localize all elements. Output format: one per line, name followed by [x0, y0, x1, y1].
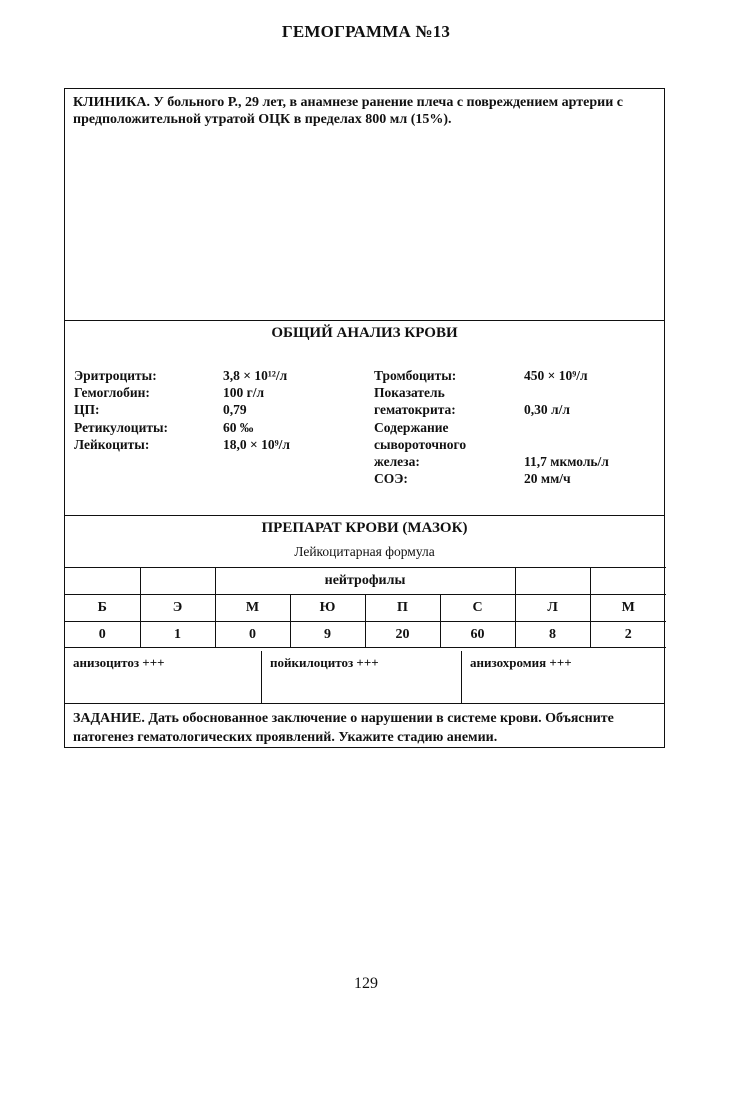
spacer-value	[524, 436, 609, 453]
column-header: М	[215, 595, 290, 622]
color-index-label: ЦП:	[74, 402, 100, 418]
column-header: М	[590, 595, 666, 622]
esr-label: СОЭ:	[374, 471, 408, 487]
color-index-value: 0,79	[223, 402, 247, 418]
value-cell: 9	[290, 622, 365, 648]
serum-iron-label-1: Содержание	[374, 419, 449, 435]
clinic-label: КЛИНИКА.	[73, 95, 151, 110]
task-label: ЗАДАНИЕ.	[73, 711, 145, 726]
hematocrit-label-1: Показатель	[374, 385, 445, 401]
value-cell: 20	[365, 622, 440, 648]
task-text: Дать обоснованное заключение о нарушении в системе крови. Объясните патогенез гематологических проявлений. Укажите стадию анемии.	[73, 711, 614, 745]
platelets-value: 450 × 10⁹/л	[524, 368, 588, 383]
blood-analysis-section	[65, 321, 664, 516]
column-header: Л	[515, 595, 590, 622]
hematocrit-label-2: гематокрита:	[374, 402, 456, 418]
right-labels	[374, 367, 466, 487]
value-cell: 1	[140, 622, 215, 648]
leukocytes-label: Лейкоциты:	[74, 436, 150, 452]
value-cell: 60	[440, 622, 515, 648]
clinic-section	[65, 89, 664, 321]
value-cell: 0	[215, 622, 290, 648]
reticulocytes-label: Ретикулоциты:	[74, 419, 169, 435]
clinic-text: У больного Р., 29 лет, в анамнезе ранение плеча с повреждением артерии с предположительной утратой ОЦК в пределах 800 мл (15%).	[73, 95, 623, 127]
serum-iron-label-3: железа:	[374, 454, 420, 470]
page-number: 129	[354, 975, 378, 992]
esr-value: 20 мм/ч	[524, 471, 571, 487]
spacer-value	[524, 384, 609, 401]
right-values	[524, 367, 609, 487]
column-header: Б	[65, 595, 140, 622]
erythrocytes-value: 3,8 × 10¹²/л	[223, 368, 288, 383]
left-labels	[74, 367, 168, 453]
hemoglobin-value: 100 г/л	[223, 385, 265, 401]
poikilocytosis-cell: пойкилоцитоз +++	[262, 651, 462, 703]
platelets-label: Тромбоциты:	[374, 368, 457, 383]
group-cell-monocytes	[590, 568, 666, 595]
column-header: П	[365, 595, 440, 622]
neutrophils-group-header: нейтрофилы	[215, 568, 515, 595]
analysis-heading: ОБЩИЙ АНАЛИЗ КРОВИ	[271, 325, 458, 341]
hemoglobin-label: Гемоглобин:	[74, 385, 150, 401]
column-header: Э	[140, 595, 215, 622]
page-title: ГЕМОГРАММА №13	[281, 22, 451, 41]
task-section	[65, 704, 664, 749]
anisocytosis-cell: анизоцитоз +++	[65, 651, 262, 703]
column-header: Ю	[290, 595, 365, 622]
smear-section	[65, 516, 664, 567]
left-values	[223, 367, 290, 453]
value-cell: 0	[65, 622, 140, 648]
column-header: С	[440, 595, 515, 622]
anisochromia-cell: анизохромия +++	[470, 655, 572, 670]
leukocyte-formula-heading: Лейкоцитарная формула	[294, 544, 435, 559]
group-cell-eosinophils	[140, 568, 215, 595]
smear-heading: ПРЕПАРАТ КРОВИ (МАЗОК)	[261, 520, 468, 536]
value-cell: 8	[515, 622, 590, 648]
erythrocytes-label: Эритроциты:	[74, 368, 157, 383]
morphology-row	[65, 651, 664, 704]
group-cell-lymphocytes	[515, 568, 590, 595]
hematocrit-value: 0,30 л/л	[524, 402, 570, 418]
hemogram-sheet	[64, 88, 665, 748]
leukocyte-formula-table	[65, 567, 666, 648]
reticulocytes-value: 60 ‰	[223, 419, 254, 435]
group-cell-basophils	[65, 568, 140, 595]
value-cell: 2	[590, 622, 666, 648]
serum-iron-label-2: сывороточного	[374, 436, 467, 452]
serum-iron-value: 11,7 мкмоль/л	[524, 454, 609, 470]
leukocytes-value: 18,0 × 10⁹/л	[223, 436, 290, 452]
spacer-value	[524, 419, 609, 436]
